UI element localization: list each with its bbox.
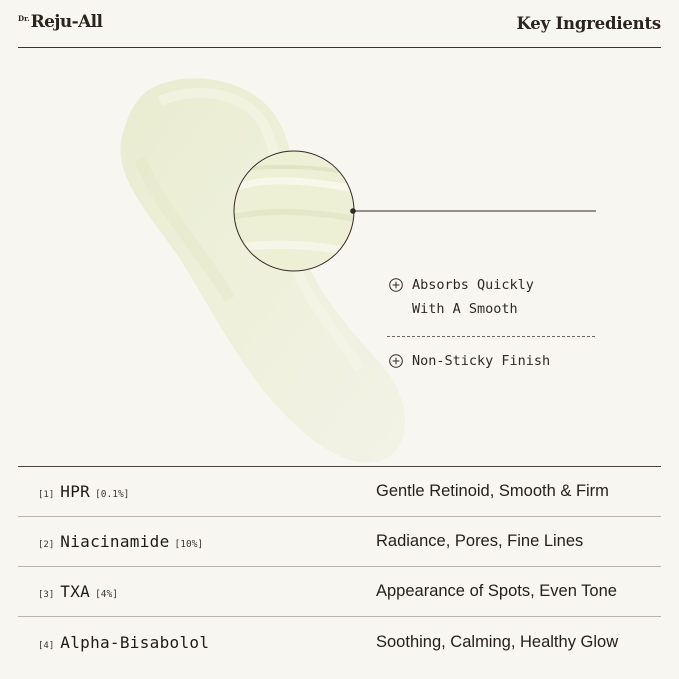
product-texture-visual	[0, 49, 679, 465]
ingredient-benefit: Radiance, Pores, Fine Lines	[376, 532, 584, 550]
ingredient-concentration: [4%]	[95, 589, 118, 600]
brand-logo	[18, 12, 102, 32]
ingredient-concentration: [10%]	[174, 539, 204, 550]
ingredient-name: Niacinamide	[60, 532, 170, 551]
callout-absorbs-quickly	[389, 273, 534, 321]
callout-divider	[387, 336, 595, 337]
brand-prefix: Dr.	[18, 14, 30, 23]
callout-text: Absorbs Quickly With A Smooth	[412, 277, 534, 317]
plus-circle-icon	[389, 278, 403, 292]
ingredient-benefit: Soothing, Calming, Healthy Glow	[376, 632, 619, 651]
ingredient-number: [3]	[38, 590, 55, 600]
brand-name: Reju-All	[30, 12, 103, 32]
ingredient-row	[18, 517, 661, 567]
ingredient-benefit: Gentle Retinoid, Smooth & Firm	[376, 482, 609, 500]
ingredient-name: Alpha-Bisabolol	[60, 632, 210, 652]
ingredient-row	[18, 467, 661, 517]
ingredient-row	[18, 617, 661, 667]
ingredient-number: [1]	[38, 490, 55, 500]
plus-circle-icon	[389, 354, 403, 368]
ingredient-benefit: Appearance of Spots, Even Tone	[376, 582, 617, 600]
ingredient-number: [4]	[38, 640, 55, 651]
header	[18, 0, 661, 48]
ingredient-number: [2]	[38, 540, 55, 550]
cream-smear	[120, 78, 405, 462]
cream-swatch-image	[0, 49, 679, 465]
ingredient-name: HPR	[60, 482, 91, 501]
page-title: Key Ingredients	[516, 14, 661, 33]
ingredient-name: TXA	[60, 582, 91, 601]
callout-text: Non-Sticky Finish	[412, 353, 551, 369]
ingredient-concentration: [0.1%]	[95, 489, 130, 500]
ingredients-table	[18, 466, 661, 667]
ingredient-row	[18, 567, 661, 617]
callout-non-sticky	[389, 349, 550, 373]
